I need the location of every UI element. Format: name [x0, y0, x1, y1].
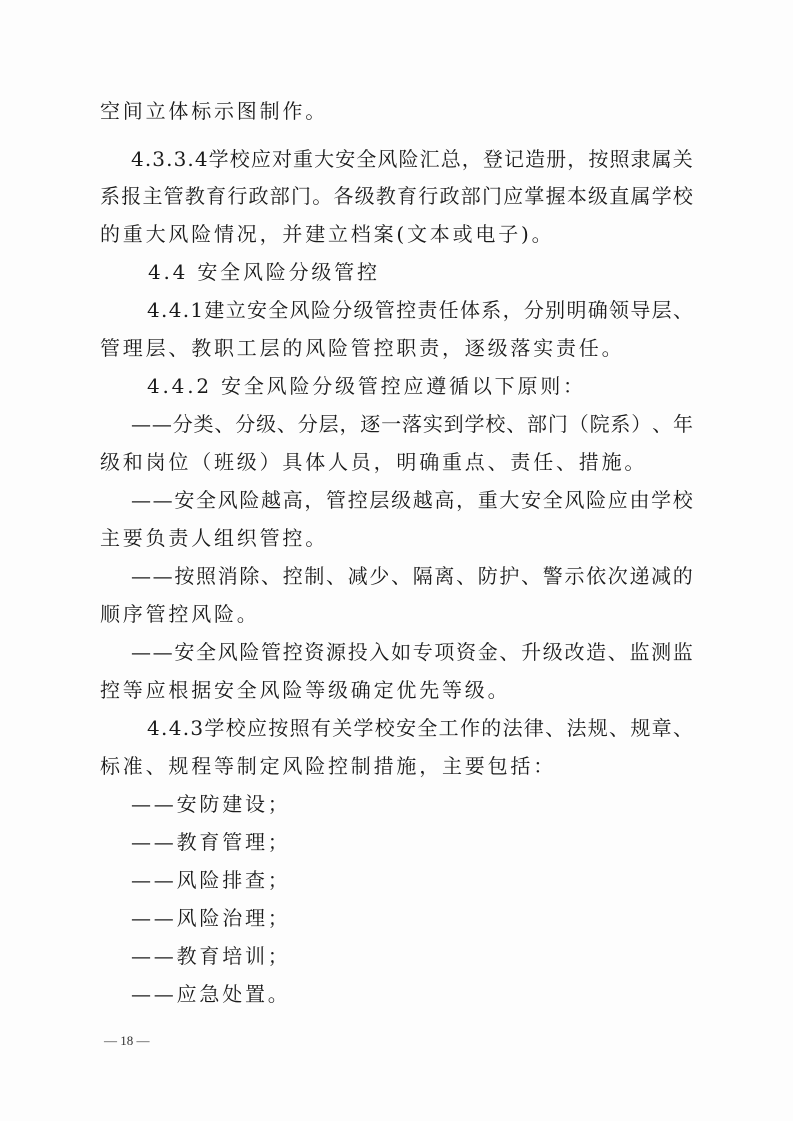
list-item: ——教育管理；	[131, 830, 291, 854]
text-line: 级和岗位（班级）具体人员，明确重点、责任、措施。	[100, 450, 648, 474]
list-item: — — 分 类 、 分 级 、 分 层 ， 逐 一 落 实 到 学 校 、 部 门 （ 院 系 ） 、 年	[131, 412, 693, 436]
text-line: 4 . 3 . 3 . 4 学 校 应 对 重 大 安 全 风 险 汇 总 ， 登 记 造 册 ， 按 照 隶 属 关	[131, 147, 693, 171]
page-number: — 18 —	[104, 1033, 150, 1048]
text-line: 管理层、教职工层的风险管控职责，逐级落实责任。	[100, 336, 625, 360]
list-item: ——教育培训；	[131, 944, 291, 968]
list-item: ——应急处置。	[131, 982, 291, 1006]
text-line: 控等应根据安全风险等级确定优先等级。	[100, 678, 511, 702]
section-heading: 4.4 安全风险分级管控	[148, 260, 380, 284]
list-item: — — 按 照 消 除 、 控 制 、 减 少 、 隔 离 、 防 护 、 警 示 依 次 递 减 的	[131, 564, 693, 588]
text-line: 系 报 主 管 教 育 行 政 部 门 。 各 级 教 育 行 政 部 门 应 掌 握 本 级 直 属 学 校	[100, 184, 693, 208]
list-item: — — 安 全 风 险 越 高 ， 管 控 层 级 越 高 ， 重 大 安 全 风 险 应 由 学 校	[131, 488, 693, 512]
text-line: 主要负责人组织管控。	[100, 526, 328, 550]
text-line: 4 . 4 . 3 学 校 应 按 照 有 关 学 校 安 全 工 作 的 法 律 、 法 规 、 规 章 、	[147, 716, 693, 740]
list-item: ——安防建设；	[131, 792, 291, 816]
list-item: ——风险排查；	[131, 868, 291, 892]
text-line: 标准、规程等制定风险控制措施，主要包括：	[100, 754, 556, 778]
list-item: — — 安 全 风 险 管 控 资 源 投 入 如 专 项 资 金 、 升 级 改 造 、 监 测 监	[131, 640, 693, 664]
text-line: 空间立体标示图制作。	[100, 99, 328, 123]
list-item: ——风险治理；	[131, 906, 291, 930]
text-line: 的重大风险情况，并建立档案(文本或电子)。	[100, 222, 555, 246]
text-line: 4 . 4 . 1 建 立 安 全 风 险 分 级 管 控 责 任 体 系 ， 分 别 明 确 领 导 层 、	[147, 298, 693, 322]
text-line: 4.4.2 安全风险分级管控应遵循以下原则：	[147, 374, 586, 398]
text-line: 顺序管控风险。	[100, 602, 260, 626]
